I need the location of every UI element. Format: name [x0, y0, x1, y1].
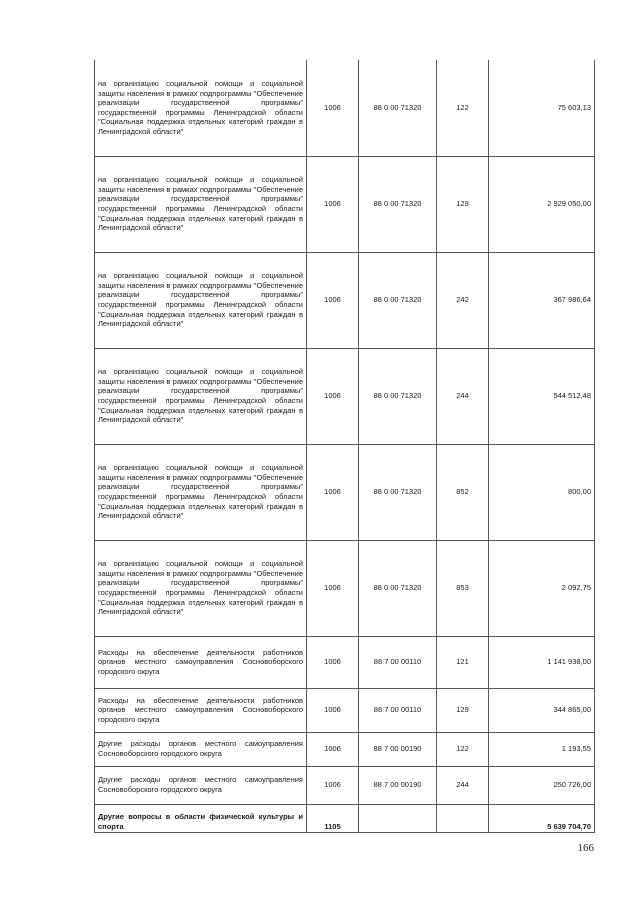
- expense-type-code: 121: [437, 636, 489, 688]
- amount: 5 639 704,70: [489, 804, 595, 832]
- table-row: [95, 60, 595, 156]
- section-code: 1006: [307, 688, 359, 732]
- amount: 800,00: [489, 444, 595, 540]
- row-description: Другие расходы органов местного самоуправления Сосновоборского городского округа: [95, 766, 307, 804]
- row-description: Расходы на обеспечение деятельности работников органов местного самоуправления Сосновоборского городского округа: [95, 636, 307, 688]
- target-code: 88 0 00 71320: [359, 540, 437, 636]
- section-code: 1105: [307, 804, 359, 832]
- section-code: 1006: [307, 766, 359, 804]
- target-code: 88 7 00 00110: [359, 636, 437, 688]
- amount: 250 726,00: [489, 766, 595, 804]
- target-code: 88 0 00 71320: [359, 252, 437, 348]
- table-row: [95, 766, 595, 804]
- expense-type-code: 244: [437, 766, 489, 804]
- row-description: Расходы на обеспечение деятельности работников органов местного самоуправления Сосновоборского городского округа: [95, 688, 307, 732]
- expense-type-code: 244: [437, 348, 489, 444]
- section-code: 1006: [307, 60, 359, 156]
- expense-type-code: 242: [437, 252, 489, 348]
- section-code: 1006: [307, 156, 359, 252]
- amount: 2 929 050,00: [489, 156, 595, 252]
- target-code: 88 7 00 00190: [359, 766, 437, 804]
- target-code: 88 0 00 71320: [359, 348, 437, 444]
- row-description: на организацию социальной помощи и социальной защиты населения в рамках подпрограммы "Обеспечение реализации государственной программы" государственной программы Ленинградской области "Социальная поддержка отдельных категорий граждан в Ленинградской области": [95, 156, 307, 252]
- table-row: [95, 444, 595, 540]
- target-code: 88 0 00 71320: [359, 60, 437, 156]
- row-description: на организацию социальной помощи и социальной защиты населения в рамках подпрограммы "Обеспечение реализации государственной программы" государственной программы Ленинградской области "Социальная поддержка отдельных категорий граждан в Ленинградской области": [95, 252, 307, 348]
- table-row: [95, 540, 595, 636]
- table-row: [95, 732, 595, 766]
- table-row: [95, 804, 595, 832]
- section-code: 1006: [307, 636, 359, 688]
- target-code: 88 7 00 00190: [359, 732, 437, 766]
- section-code: 1006: [307, 348, 359, 444]
- target-code: 88 0 00 71320: [359, 444, 437, 540]
- row-description: Другие расходы органов местного самоуправления Сосновоборского городского округа: [95, 732, 307, 766]
- section-code: 1006: [307, 732, 359, 766]
- expense-type-code: 852: [437, 444, 489, 540]
- budget-table: [94, 60, 595, 833]
- table-row: [95, 636, 595, 688]
- amount: 544 512,48: [489, 348, 595, 444]
- amount: 344 865,00: [489, 688, 595, 732]
- amount: 75 603,13: [489, 60, 595, 156]
- row-description: Другие вопросы в области физической культуры и спорта: [95, 804, 307, 832]
- amount: 1 193,55: [489, 732, 595, 766]
- amount: 2 092,75: [489, 540, 595, 636]
- amount: 367 986,64: [489, 252, 595, 348]
- section-code: 1006: [307, 444, 359, 540]
- expense-type-code: 122: [437, 732, 489, 766]
- section-code: 1006: [307, 540, 359, 636]
- target-code: 88 0 00 71320: [359, 156, 437, 252]
- target-code: [359, 804, 437, 832]
- page-number: 166: [577, 842, 594, 854]
- section-code: 1006: [307, 252, 359, 348]
- target-code: 88 7 00 00110: [359, 688, 437, 732]
- table-row: [95, 688, 595, 732]
- row-description: на организацию социальной помощи и социальной защиты населения в рамках подпрограммы "Обеспечение реализации государственной программы" государственной программы Ленинградской области "Социальная поддержка отдельных категорий граждан в Ленинградской области": [95, 540, 307, 636]
- expense-type-code: 129: [437, 156, 489, 252]
- table-row: [95, 348, 595, 444]
- expense-type-code: 129: [437, 688, 489, 732]
- row-description: на организацию социальной помощи и социальной защиты населения в рамках подпрограммы "Обеспечение реализации государственной программы" государственной программы Ленинградской области "Социальная поддержка отдельных категорий граждан в Ленинградской области": [95, 348, 307, 444]
- expense-type-code: 122: [437, 60, 489, 156]
- table-row: [95, 252, 595, 348]
- expense-type-code: [437, 804, 489, 832]
- table-row: [95, 156, 595, 252]
- expense-type-code: 853: [437, 540, 489, 636]
- row-description: на организацию социальной помощи и социальной защиты населения в рамках подпрограммы "Обеспечение реализации государственной программы" государственной программы Ленинградской области "Социальная поддержка отдельных категорий граждан в Ленинградской области": [95, 444, 307, 540]
- row-description: на организацию социальной помощи и социальной защиты населения в рамках подпрограммы "Обеспечение реализации государственной программы" государственной программы Ленинградской области "Социальная поддержка отдельных категорий граждан в Ленинградской области": [95, 60, 307, 156]
- amount: 1 141 938,00: [489, 636, 595, 688]
